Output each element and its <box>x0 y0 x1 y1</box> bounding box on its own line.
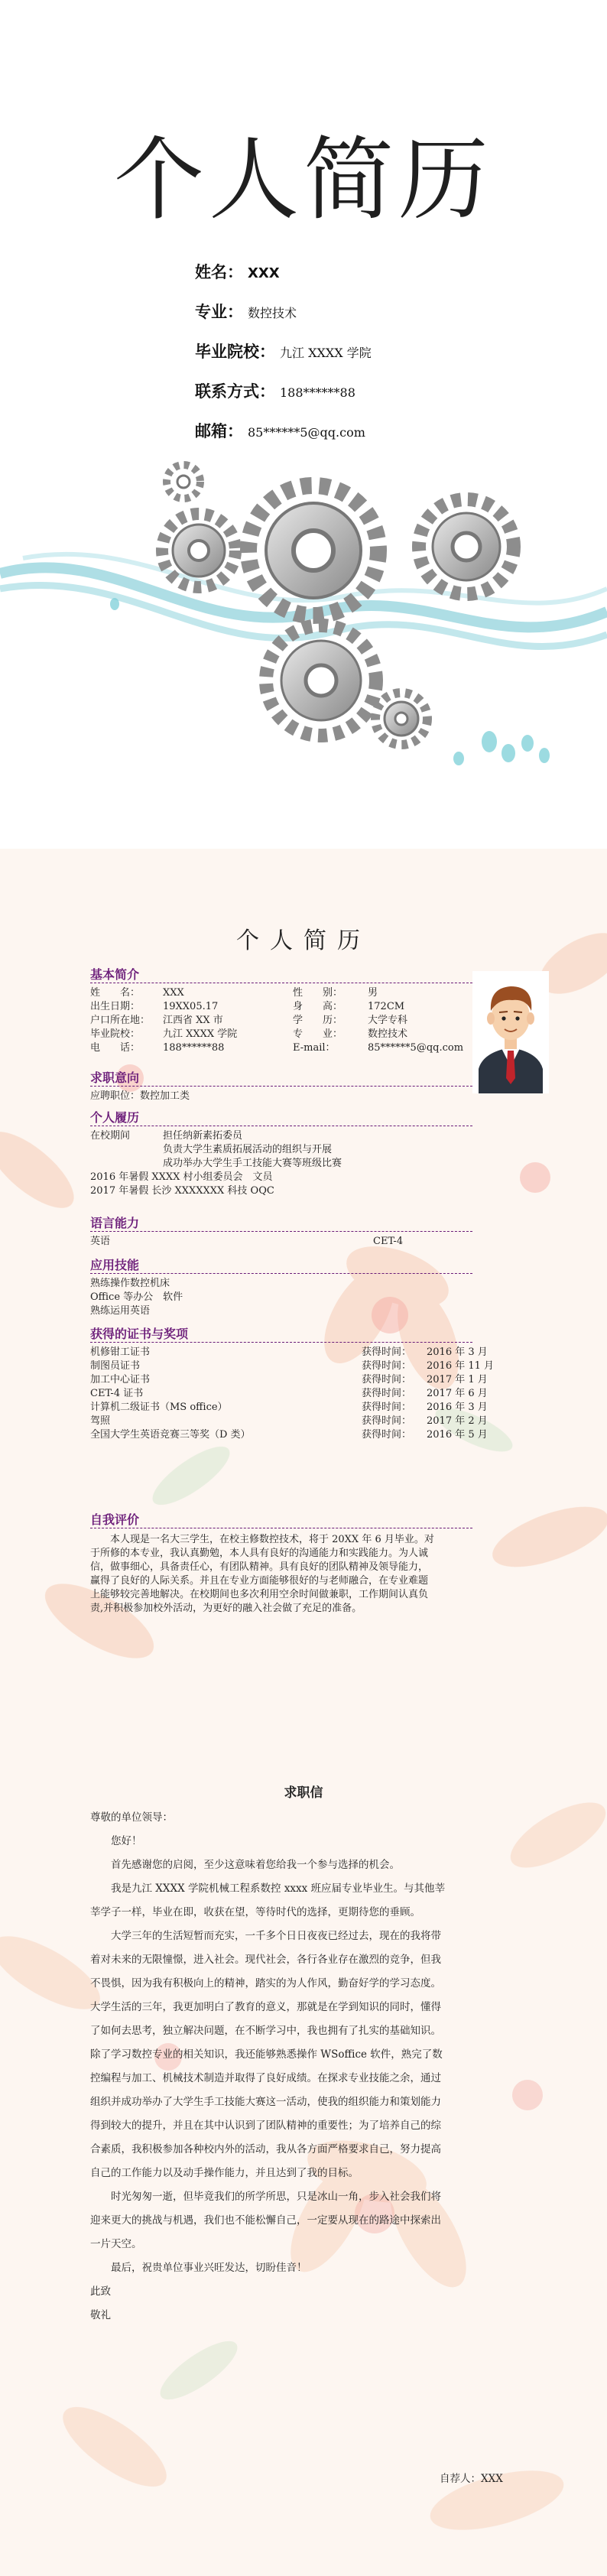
experience-job-2: 2017 年暑假 长沙 XXXXXXX 科技 OQC <box>90 1185 274 1197</box>
cover-major-row: 专业： 数控技术 <box>195 303 297 321</box>
skills-heading: 应用技能 <box>90 1258 472 1274</box>
letter-line: 一片天空。 <box>90 2238 142 2250</box>
letter-closing: 此致 <box>90 2285 111 2298</box>
cover-contact-row: 联系方式： 188******88 <box>195 382 355 401</box>
experience-heading: 个人履历 <box>90 1110 472 1126</box>
letter-line: 自己的工作能力以及动手操作能力，并且达到了我的目标。 <box>90 2167 359 2179</box>
language-row: 英语 CET-4 <box>90 1236 404 1247</box>
basic-row-5: 电 话： 188******88 E-mail： 85******5@qq.com <box>90 1042 464 1054</box>
self-eval-line: 信，做事细心，具备责任心，有团队精神。具有良好的团队精神及领导能力， <box>90 1561 429 1573</box>
self-eval-line: 本人现是一名大三学生，在校主修数控技术，将于 20XX 年 6 月毕业。对 <box>90 1534 434 1545</box>
basic-row-3: 户口所在地： 江西省 XX 市 学 历： 大学专科 <box>90 1015 408 1026</box>
cover-name-row: 姓名： XXX <box>195 263 280 281</box>
basic-heading: 基本简介 <box>90 967 472 983</box>
self-eval-line: 上能够较完善地解决。在校期间也多次利用空余时间做兼职，工作期间认真负 <box>90 1589 429 1600</box>
cert-row: 制图员证书 获得时间： 2016 年 11 月 <box>90 1360 495 1372</box>
self-eval-heading: 自我评价 <box>90 1512 472 1528</box>
self-eval-line: 于所修的本专业，我认真勤勉，本人具有良好的沟通能力和实践能力。为人诚 <box>90 1548 429 1559</box>
resume-title: 个人简历 <box>236 927 371 954</box>
cert-row: CET-4 证书 获得时间： 2017 年 6 月 <box>90 1388 488 1399</box>
letter-line: 首先感谢您的启阅，至少这意味着您给我一个参与选择的机会。 <box>111 1859 400 1871</box>
letter-line: 着对未来的无限憧憬，进入社会。现代社会，各行各业存在激烈的竞争，但我 <box>90 1954 441 1966</box>
cover-letter-page <box>0 1697 607 2576</box>
letter-title: 求职信 <box>284 1785 323 1801</box>
cert-row: 全国大学生英语竞赛三等奖（D 类） 获得时间： 2016 年 5 月 <box>90 1429 488 1441</box>
letter-line: 得到较大的提升，并且在其中认识到了团队精神的重要性；为了培养自己的综 <box>90 2120 441 2132</box>
skill-item: Office 等办公 软件 <box>90 1291 183 1303</box>
letter-line: 不畏惧，因为我有积极向上的精神，踏实的为人作风，勤奋好学的学习态度。 <box>90 1977 441 1990</box>
letter-line: 了如何去思考，独立解决问题，在不断学习中，我也拥有了扎实的基础知识。 <box>90 2025 441 2037</box>
skill-item: 熟练操作数控机床 <box>90 1278 170 1289</box>
basic-row-2: 出生日期： 19XX05.17 身 高： 172CM <box>90 1001 405 1012</box>
certs-section <box>90 1327 495 1442</box>
letter-line: 合素质，我积极参加各种校内外的活动，我从各方面严格要求自己，努力提高 <box>90 2143 441 2155</box>
letter-greeting: 尊敬的单位领导： <box>90 1811 173 1824</box>
letter-line: 莘学子一样，毕业在即，收获在望，等待时代的选择，更期待您的垂顾。 <box>90 1906 420 1918</box>
cover-school-row: 毕业院校： 九江 XXXX 学院 <box>195 343 372 361</box>
letter-line: 控编程与加工、机械技术制造并取得了良好成绩。在探求专业技能之余，通过 <box>90 2072 441 2084</box>
letter-line: 组织并成功举办了大学生手工技能大赛这一活动，使我的组织能力和策划能力 <box>90 2096 441 2108</box>
experience-row-2: 负责大学生素质拓展活动的组织与开展 <box>163 1144 333 1155</box>
gears-illustration <box>0 459 607 795</box>
resume-page <box>0 849 607 1697</box>
experience-section <box>90 1110 472 1198</box>
cover-title: 个人简历 <box>113 127 493 232</box>
cover-info <box>195 260 372 459</box>
letter-line: 除了学习数控专业的相关知识，我还能够熟悉操作 WSoffice 软件，熟完了数 <box>90 2048 443 2061</box>
cover-email-row: 邮箱： 85******5@qq.com <box>195 422 365 440</box>
basic-section <box>90 967 472 1055</box>
cert-row: 机修钳工证书 获得时间： 2016 年 3 月 <box>90 1346 488 1358</box>
basic-row-4: 毕业院校： 九江 XXXX 学院 专 业： 数控技术 <box>90 1028 408 1040</box>
intent-section <box>90 1070 472 1103</box>
letter-closing: 敬礼 <box>90 2309 111 2321</box>
self-eval-line: 责,并积极参加校外活动，为更好的融入社会做了充足的准备。 <box>90 1603 362 1614</box>
cert-row: 加工中心证书 获得时间： 2017 年 1 月 <box>90 1374 488 1385</box>
experience-row-1: 在校期间 担任纳新素拓委员 <box>90 1130 243 1142</box>
letter-signature: 自荐人：XXX <box>440 2473 503 2485</box>
intent-heading: 求职意向 <box>90 1070 472 1087</box>
certs-heading: 获得的证书与奖项 <box>90 1327 472 1343</box>
letter-line: 大学生活的三年，我更加明白了教育的意义，那就是在学到知识的同时，懂得 <box>90 2001 441 2013</box>
language-section <box>90 1216 472 1249</box>
language-heading: 语言能力 <box>90 1216 472 1232</box>
letter-line: 我是九江 XXXX 学院机械工程系数控 xxxx 班应届专业毕业生。与其他莘 <box>111 1882 446 1895</box>
cert-row: 计算机二级证书（MS office） 获得时间： 2016 年 3 月 <box>90 1402 488 1413</box>
experience-row-3: 成功举办大学生手工技能大赛等班级比赛 <box>163 1158 342 1169</box>
letter-line: 最后，祝贵单位事业兴旺发达，切盼佳音！ <box>111 2262 307 2274</box>
avatar <box>472 971 549 1093</box>
intent-text: 应聘职位：数控加工类 <box>90 1090 190 1102</box>
letter-line: 时光匆匆一逝，但毕竟我们的所学所思，只是冰山一角，步入社会我们将 <box>111 2191 441 2203</box>
cover-page <box>0 0 607 849</box>
self-eval-section <box>90 1512 495 1616</box>
experience-job-1: 2016 年暑假 XXXX 村小组委员会 文员 <box>90 1171 273 1183</box>
gear-large <box>248 486 378 616</box>
letter-body <box>90 1806 511 2327</box>
cert-row: 驾照 获得时间： 2017 年 2 月 <box>90 1415 488 1427</box>
skill-item: 熟练运用英语 <box>90 1305 151 1317</box>
letter-line: 大学三年的生活短暂而充实，一千多个日日夜夜已经过去，现在的我将带 <box>111 1930 441 1942</box>
self-eval-line: 赢得了良好的人际关系。并且在专业方面能够很好的与老师融合，在专业难题 <box>90 1575 429 1587</box>
letter-line: 迎来更大的挑战与机遇，我们也不能松懈自己，一定要从现在的路途中探索出 <box>90 2214 441 2227</box>
letter-hello: 您好！ <box>111 1835 142 1847</box>
basic-row-1: 姓 名： XXX 性 别： 男 <box>90 987 378 999</box>
skills-section <box>90 1258 472 1318</box>
